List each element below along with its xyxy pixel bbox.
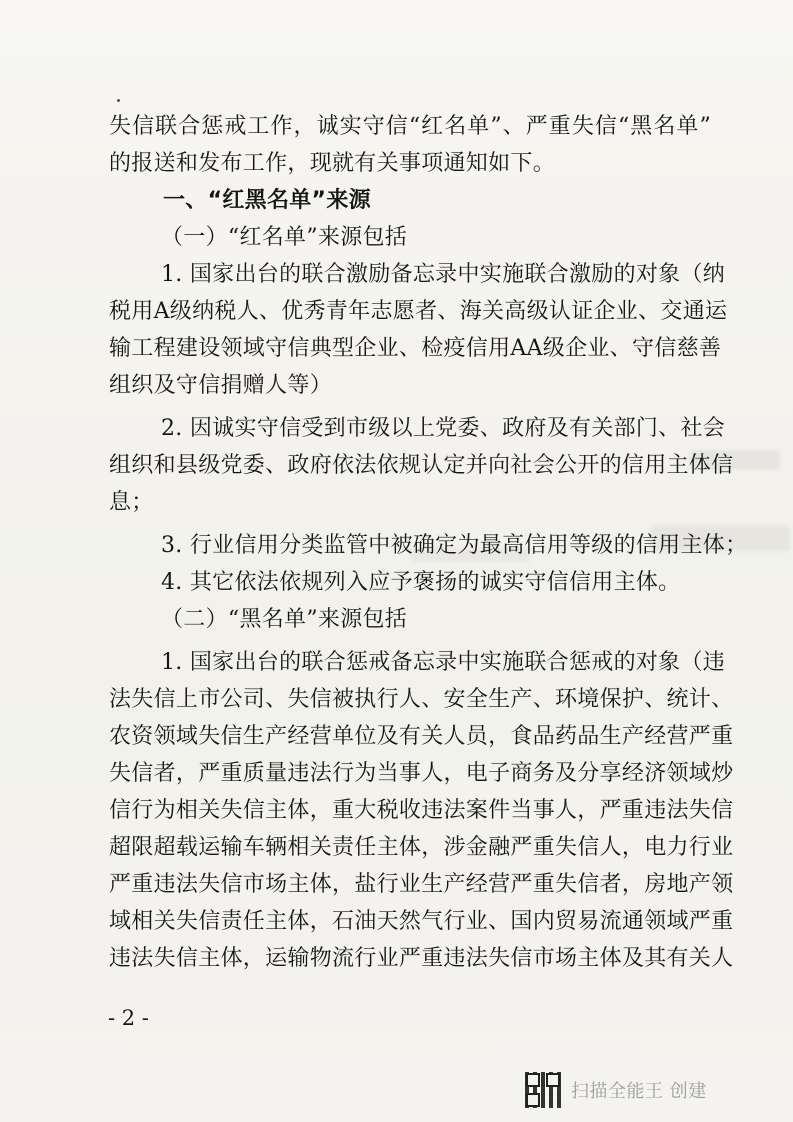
body-line: 违法失信主体，运输物流行业严重违法失信市场主体及其有关人 (109, 946, 734, 971)
watermark-text: 扫描全能王 创建 (571, 1081, 707, 1102)
scanner-watermark (525, 1070, 765, 1110)
page-number: - 2 - (108, 1006, 149, 1030)
body-line: 严重违法失信市场主体，盐行业生产经营严重失信者，房地产领 (109, 872, 734, 897)
subsection-heading: （一）“红名单”来源包括 (161, 225, 408, 250)
body-line: 农资领域失信生产经营单位及有关人员，食品药品生产经营严重 (109, 724, 734, 749)
body-line: 域相关失信责任主体，石油天然气行业、国内贸易流通领域严重 (109, 909, 734, 934)
body-line: 组织和县级党委、政府依法依规认定并向社会公开的信用主体信 (109, 453, 734, 478)
document-body (109, 108, 748, 977)
list-item: 1. 国家出台的联合惩戒备忘录中实施联合惩戒的对象（违 (161, 650, 726, 675)
list-item: 4. 其它依法依规列入应予褒扬的诚实守信信用主体。 (161, 570, 681, 595)
body-line: 输工程建设领域守信典型企业、检疫信用AA级企业、守信慈善 (109, 336, 722, 361)
subsection-heading: （二）“黑名单”来源包括 (161, 607, 408, 632)
list-item: 1. 国家出台的联合激励备忘录中实施联合激励的对象（纳 (161, 262, 726, 287)
body-line: 信行为相关失信主体，重大税收违法案件当事人，严重违法失信 (109, 798, 734, 823)
body-line: 息； (109, 490, 154, 515)
scan-speck (117, 99, 120, 102)
body-line: 税用A级纳税人、优秀青年志愿者、海关高级认证企业、交通运 (109, 299, 728, 324)
body-line: 组织及守信捐赠人等） (109, 373, 333, 398)
body-line: 超限超载运输车辆相关责任主体，涉金融严重失信人，电力行业 (109, 835, 734, 860)
list-item: 2. 因诚实守信受到市级以上党委、政府及有关部门、社会 (161, 416, 726, 441)
section-heading: 一、“红黑名单”来源 (163, 188, 371, 213)
body-line: 法失信上市公司、失信被执行人、安全生产、环境保护、统计、 (109, 687, 734, 712)
list-item: 3. 行业信用分类监管中被确定为最高信用等级的信用主体； (161, 533, 748, 558)
body-line: 失信联合惩戒工作，诚实守信“红名单”、严重失信“黑名单” (109, 114, 711, 139)
body-line: 的报送和发布工作，现就有关事项通知如下。 (109, 151, 556, 176)
qr-finder-pattern (526, 1093, 540, 1107)
qr-code-icon (525, 1072, 561, 1108)
body-line: 失信者，严重质量违法行为当事人，电子商务及分享经济领域炒 (109, 761, 734, 786)
